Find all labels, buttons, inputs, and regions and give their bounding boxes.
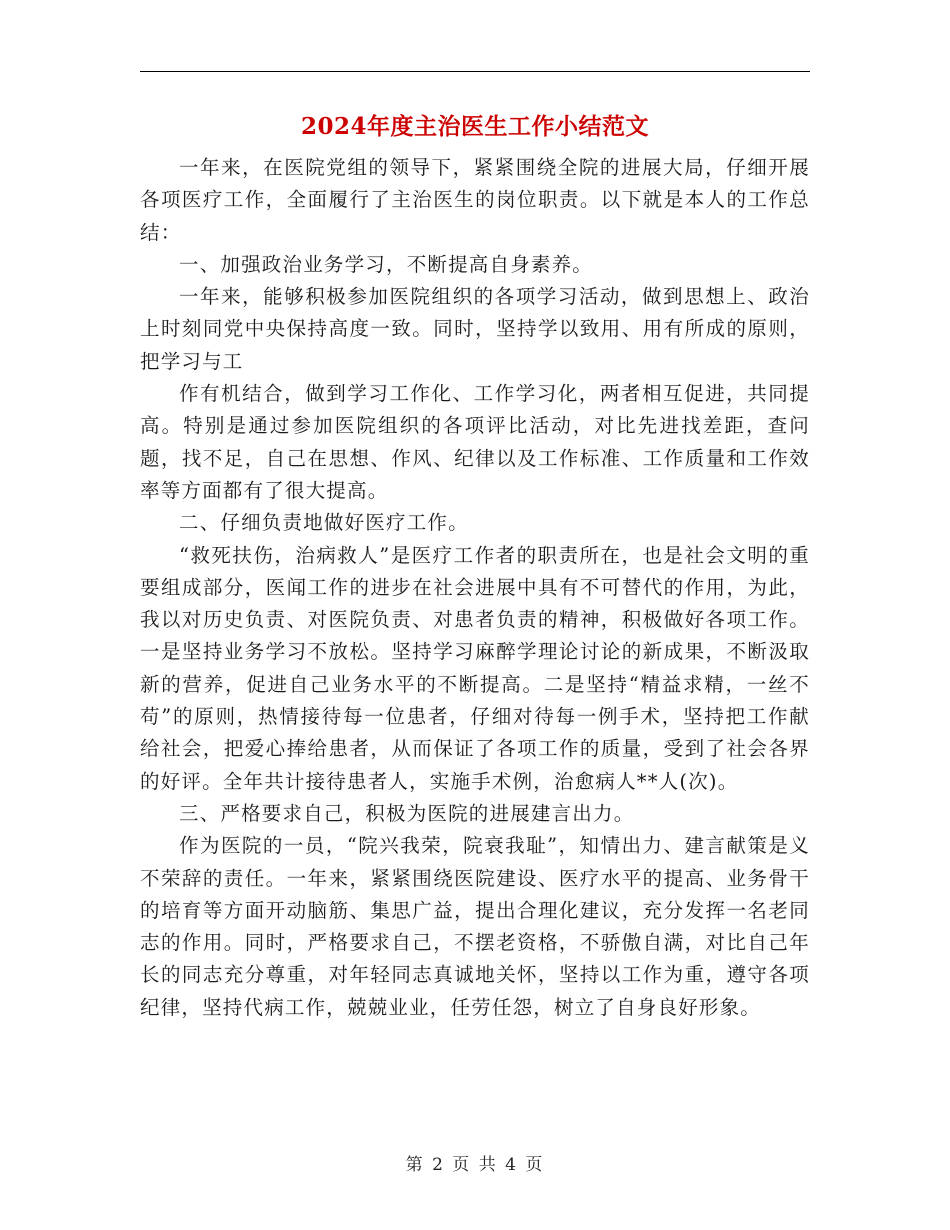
paragraph-section-2: “救死扶伤，治病救人”是医疗工作者的职责所在，也是社会文明的重要组成部分，医闻工作的进步在社会进展中具有不可替代的作用，为此，我以对历史负责、对医院负责、对患者负责的精神，积极做好各项工作。一是坚持业务学习不放松。坚持学习麻醉学理论讨论的新成果，不断汲取新的营养，促进自己业务水平的不断提高。二是坚持“精益求精，一丝不苟”的原则，热情接待每一位患者，仔细对待每一例手术，坚持把工作献给社会，把爱心捧给患者，从而保证了各项工作的质量，受到了社会各界的好评。全年共计接待患者人，实施手术例，治愈病人**人(次)。 [140,543,810,793]
paragraph-section-3: 作为医院的一员，“院兴我荣，院衰我耻”，知情出力、建言献策是义不荣辞的责任。一年来，紧紧围绕医院建设、医疗水平的提高、业务骨干的培育等方面开动脑筋、集思广益，提出合理化建议，充分发挥一名老同志的作用。同时，严格要求自己，不摆老资格，不骄傲自满，对比自己年长的同志充分尊重，对年轻同志真诚地关怀，坚持以工作为重，遵守各项纪律，坚持代病工作，兢兢业业，任劳任怨，树立了自身良好形象。 [140,834,810,1019]
footer-total-pages: 4 [505,1155,518,1175]
paragraph-intro: 一年来，在医院党组的领导下，紧紧围绕全院的进展大局，仔细开展各项医疗工作，全面履行了主治医生的岗位职责。以下就是本人的工作总结： [140,156,810,244]
page-footer [140,1152,810,1178]
footer-prefix: 第 [405,1155,425,1175]
footer-middle: 页 共 [452,1155,498,1175]
header-rule [140,71,810,72]
document-title: 2024年度主治医生工作小结范文 [300,113,649,140]
heading-section-3: 三、严格要求自己，积极为医院的进展建言出力。 [179,801,635,825]
paragraph-section-1a: 一年来，能够积极参加医院组织的各项学习活动，做到思想上、政治上时刻同党中央保持高度一致。同时，坚持学以致用、用有所成的原则，把学习与工 [140,285,810,373]
footer-suffix: 页 [525,1155,545,1175]
heading-section-2: 二、仔细负责地做好医疗工作。 [179,511,469,535]
footer-current-page: 2 [432,1155,445,1175]
paragraph-section-1b: 作有机结合，做到学习工作化、工作学习化，两者相互促进，共同提高。特别是通过参加医院组织的各项评比活动，对比先进找差距，查问题，找不足，自己在思想、作风、纪律以及工作标准、工作质量和工作效率等方面都有了很大提高。 [140,382,810,502]
heading-section-1: 一、加强政治业务学习，不断提高自身素养。 [179,252,594,276]
document-body [140,152,810,1024]
